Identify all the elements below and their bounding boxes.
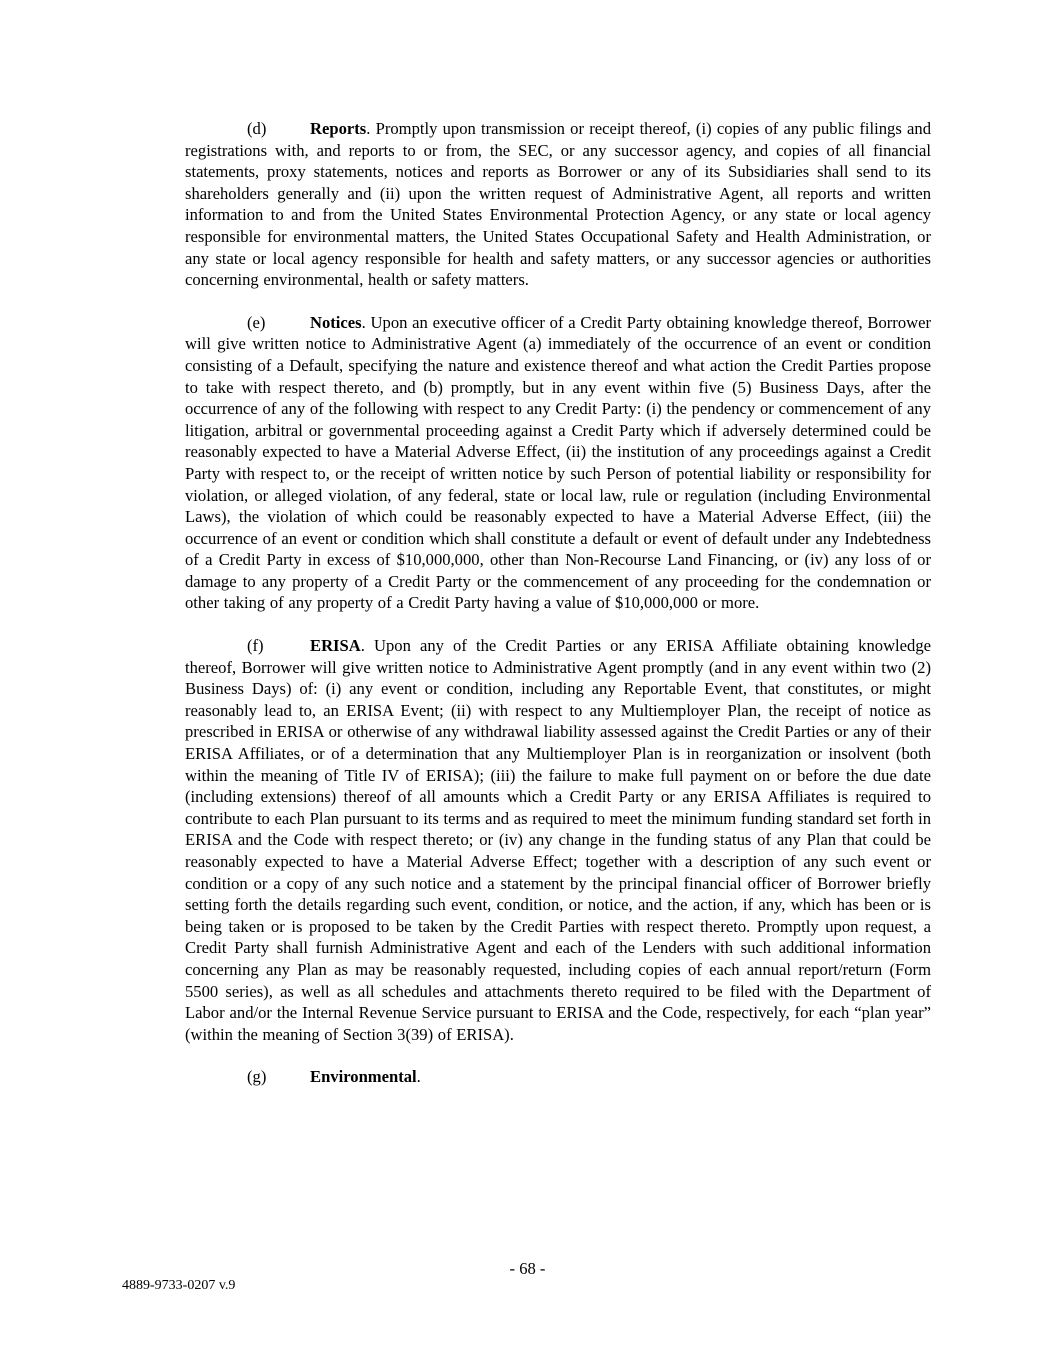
- paragraph-label: (g): [247, 1067, 267, 1087]
- paragraph-text: . Upon any of the Credit Parties or any ERISA Affiliate obtaining knowledge thereof, Borrower will give written notice to Administrative Agent promptly (and in any event within two (2) Business Days) of: (i) any event or condition, including any Reportable Event, that constitutes, or might reasonably lead to, an ERISA Event; (ii) with respect to any Multiemployer Plan, the receipt of notice as prescribed in ERISA or otherwise of any withdrawal liability assessed against the Credit Parties or any of their ERISA Affiliates, or of a determination that any Multiemployer Plan is in reorganization or insolvent (both within the meaning of Title IV of ERISA); (iii) the failure to make full payment on or before the due date (including extensions) thereof of all amounts which a Credit Party or any ERISA Affiliates is required to contribute to each Plan pursuant to its terms and as required to meet the minimum funding standard set forth in ERISA and the Code with respect thereto; or (iv) any change in the funding status of any Plan that could be reasonably expected to have a Material Adverse Effect; together with a description of any such event or condition or a copy of any such notice and a statement by the principal financial officer of Borrower briefly setting forth the details regarding such event, condition, or notice, and the action, if any, which has been or is being taken or is proposed to be taken by the Credit Parties with respect thereto. Promptly upon request, a Credit Party shall furnish Administrative Agent and each of the Lenders with such additional information concerning any Plan as may be reasonably requested, including copies of each annual report/return (Form 5500 series), as well as all schedules and attachments thereto required to be filed with the Department of Labor and/or the Internal Revenue Service pursuant to ERISA and the Code, respectively, for each “plan year” (within the meaning of Section 3(39) of ERISA).: [185, 636, 931, 1044]
- paragraph-heading: Reports: [310, 119, 367, 138]
- paragraph-text: .: [416, 1067, 421, 1087]
- paragraph-label: (e): [247, 312, 266, 332]
- page-number: - 68 -: [509, 1259, 546, 1278]
- page-body: [185, 118, 931, 1109]
- paragraph-text: . Promptly upon transmission or receipt thereof, (i) copies of any public filings and registrations with, and reports to or from, the SEC, or any successor agency, and copies of all financial statements, proxy statements, notices and reports as Borrower or any of its Subsidiaries shall send to its shareholders generally and (ii) upon the written request of Administrative Agent, all reports and written information to and from the United States Environmental Protection Agency, or any state or local agency responsible for environmental matters, the United States Occupational Safety and Health Administration, or any state or local agency responsible for health and safety matters, or any successor agencies or authorities concerning environmental, health or safety matters.: [185, 119, 931, 290]
- paragraph-label: (d): [247, 119, 267, 138]
- paragraph-g-environmental: [185, 1066, 931, 1088]
- document-id-footer: 4889-9733-0207 v.9: [122, 1278, 236, 1293]
- paragraph-heading: ERISA: [310, 636, 361, 656]
- paragraph-label: (f): [247, 636, 264, 656]
- paragraph-heading: Environmental: [310, 1067, 417, 1087]
- paragraph-f-erisa: [185, 635, 931, 1045]
- paragraph-heading: Notices: [310, 312, 362, 332]
- paragraph-e-notices: [185, 312, 931, 614]
- paragraph-text: . Upon an executive officer of a Credit Party obtaining knowledge thereof, Borrower will give written notice to Administrative Agent (a) immediately of the occurrence of an event or condition consisting of a Default, specifying the nature and existence thereof and what action the Credit Parties propose to take with respect thereto, and (b) promptly, but in any event within five (5) Business Days, after the occurrence of any of the following with respect to any Credit Party: (i) the pendency or commencement of any litigation, arbitral or governmental proceeding against a Credit Party which if adversely determined could be reasonably expected to have a Material Adverse Effect, (ii) the institution of any proceedings against a Credit Party with respect to, or the receipt of written notice by such Person of potential liability or responsibility for violation, or alleged violation, of any federal, state or local law, rule or regulation (including Environmental Laws), the violation of which could be reasonably expected to have a Material Adverse Effect, (iii) the occurrence of an event or condition which shall constitute a default or event of default under any Indebtedness of a Credit Party in excess of $10,000,000, other than Non-Recourse Land Financing, or (iv) any loss of or damage to any property of a Credit Party or the commencement of any proceeding for the condemnation or other taking of any property of a Credit Party having a value of $10,000,000 or more.: [185, 312, 931, 613]
- paragraph-d-reports: [185, 118, 931, 291]
